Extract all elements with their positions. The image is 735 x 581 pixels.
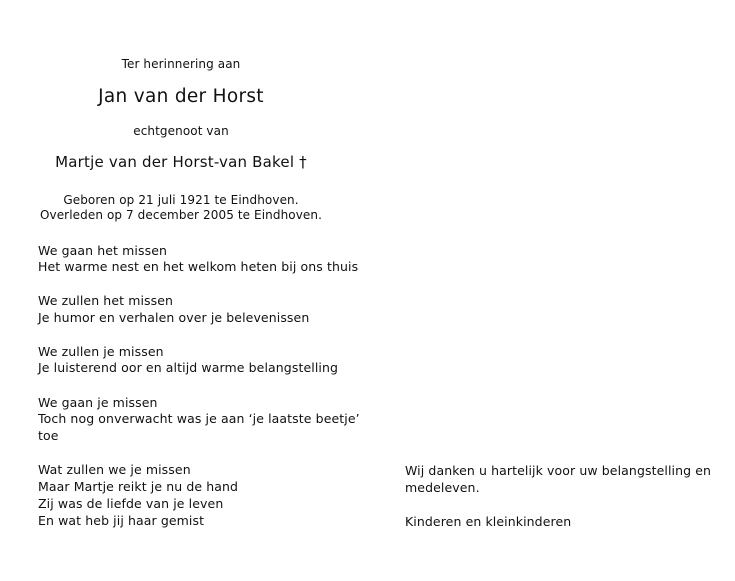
- relation-text: echtgenoot van: [133, 124, 229, 138]
- poem-line: Het warme nest en het welkom heten bij ons thuis: [38, 259, 359, 274]
- poem-line: We gaan het missen: [38, 243, 168, 258]
- poem-line: We gaan je missen: [38, 395, 158, 410]
- poem-line: Wat zullen we je missen: [38, 462, 191, 477]
- thanks-line: Wij danken u hartelijk voor uw belangstelling en: [405, 463, 712, 478]
- poem-line: We zullen het missen: [38, 293, 174, 308]
- poem-line: En wat heb jij haar gemist: [38, 513, 205, 528]
- poem-line: We zullen je missen: [38, 344, 164, 359]
- poem-line: Maar Martje reikt je nu de hand: [38, 479, 239, 494]
- birth-text: Geboren op 21 juli 1921 te Eindhoven.: [63, 193, 299, 207]
- poem-line: Je luisterend oor en altijd warme belangstelling: [38, 360, 339, 375]
- poem-line: Zij was de liefde van je leven: [38, 496, 224, 511]
- thanks-line: medeleven.: [405, 480, 480, 495]
- poem-line: Je humor en verhalen over je belevenissen: [38, 310, 310, 325]
- signature: Kinderen en kleinkinderen: [405, 514, 572, 529]
- poem-line: Toch nog onverwacht was je aan ‘je laatste beetje’: [38, 411, 360, 426]
- spouse-name: Martje van der Horst-van Bakel †: [55, 153, 307, 171]
- intro-text: Ter herinnering aan: [121, 57, 241, 71]
- poem-line: toe: [38, 428, 59, 443]
- death-text: Overleden op 7 december 2005 te Eindhoven.: [39, 208, 323, 222]
- deceased-name: Jan van der Horst: [98, 86, 264, 107]
